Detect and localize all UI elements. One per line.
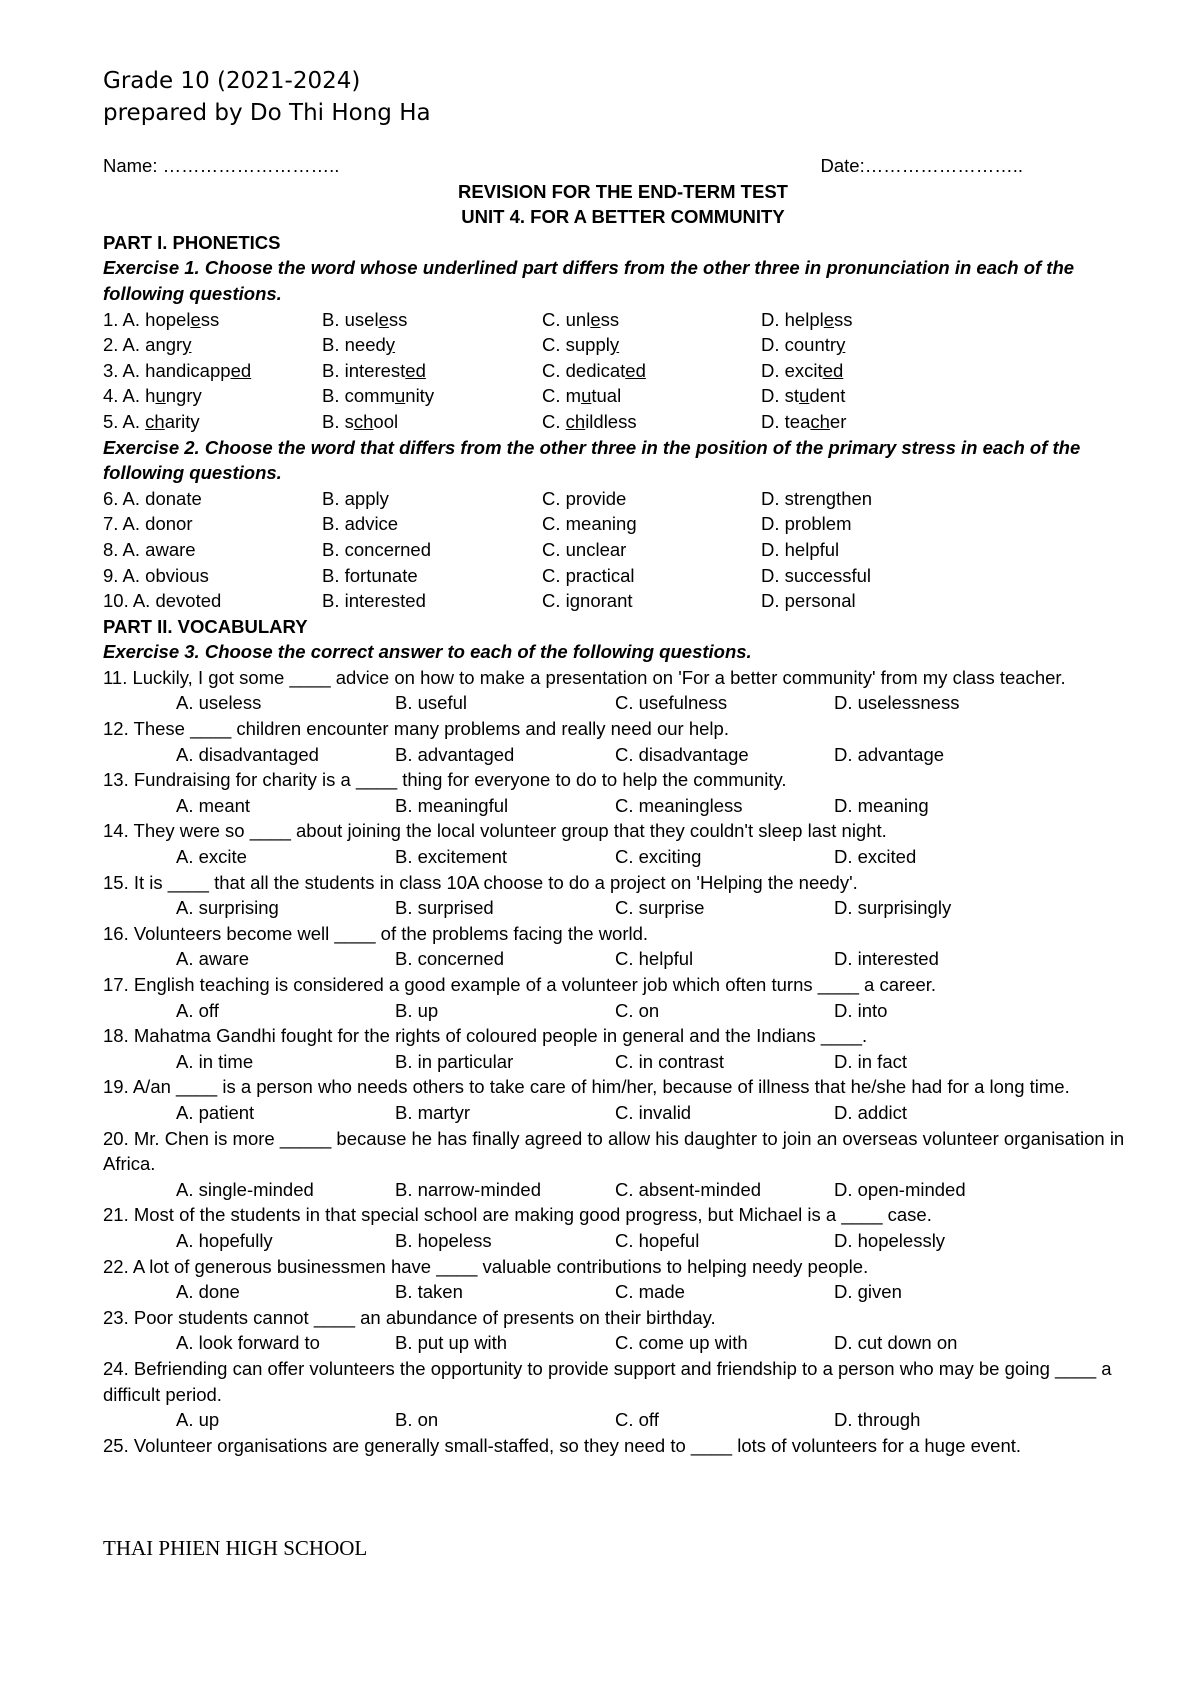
options-row bbox=[103, 1407, 1143, 1433]
exercise3-list bbox=[103, 665, 1143, 1458]
answer-option[interactable]: B. advice bbox=[322, 513, 399, 535]
answer-option[interactable] bbox=[761, 307, 853, 333]
underlined-part: e bbox=[190, 308, 201, 330]
question-text: 11. Luckily, I got some ____ advice on how to make a presentation on 'For a better community' from my class teacher. bbox=[103, 666, 1066, 688]
answer-option[interactable]: A. excite bbox=[176, 846, 247, 868]
answer-option[interactable] bbox=[542, 383, 621, 409]
answer-option[interactable]: C. meaning bbox=[542, 513, 637, 535]
options-row bbox=[103, 1049, 1143, 1075]
question-text: 23. Poor students cannot ____ an abundance of presents on their birthday. bbox=[103, 1306, 716, 1328]
answer-option[interactable] bbox=[322, 332, 395, 358]
answer-option[interactable] bbox=[103, 307, 219, 333]
answer-option[interactable]: C. hopeful bbox=[615, 1229, 700, 1251]
worksheet-body bbox=[103, 153, 1143, 1458]
answer-option[interactable]: A. patient bbox=[176, 1101, 255, 1123]
underlined-part: e bbox=[823, 308, 835, 330]
answer-option[interactable]: D. strengthen bbox=[761, 487, 873, 509]
answer-option[interactable]: A. disadvantaged bbox=[176, 743, 319, 765]
underlined-part: y bbox=[836, 334, 846, 356]
question-text: 14. They were so ____ about joining the local volunteer group that they couldn't sleep last night. bbox=[103, 820, 887, 842]
underlined-part: e bbox=[590, 308, 601, 330]
answer-option[interactable]: B. advantaged bbox=[395, 743, 515, 765]
answer-option[interactable] bbox=[103, 358, 251, 384]
answer-option[interactable]: D. helpful bbox=[761, 538, 840, 560]
option-text: ss bbox=[834, 308, 853, 330]
underlined-part: e bbox=[378, 308, 389, 330]
answer-option[interactable] bbox=[761, 383, 845, 409]
option-text: C. unl bbox=[542, 308, 591, 330]
answer-option[interactable]: B. useful bbox=[395, 692, 467, 714]
date-field[interactable]: Date:…………………….. bbox=[820, 155, 1023, 176]
options-row bbox=[103, 946, 1143, 972]
answer-option[interactable]: C. usefulness bbox=[615, 692, 728, 714]
exercise1-list bbox=[103, 307, 1143, 435]
option-text: er bbox=[829, 410, 847, 432]
answer-option[interactable]: D. addict bbox=[834, 1101, 908, 1123]
answer-option[interactable]: B. on bbox=[395, 1409, 439, 1431]
answer-option[interactable]: B. in particular bbox=[395, 1050, 514, 1072]
underlined-part: u bbox=[581, 385, 592, 407]
answer-option[interactable] bbox=[103, 332, 191, 358]
options-row bbox=[103, 998, 1143, 1024]
underlined-part: ed bbox=[230, 359, 252, 381]
answer-option[interactable]: C. on bbox=[615, 999, 660, 1021]
answer-option[interactable]: A. hopefully bbox=[176, 1229, 273, 1251]
answer-option[interactable]: 9. A. obvious bbox=[103, 564, 209, 586]
answer-option[interactable]: B. narrow-minded bbox=[395, 1178, 542, 1200]
answer-option[interactable] bbox=[761, 409, 846, 435]
answer-option[interactable]: A. single-minded bbox=[176, 1178, 314, 1200]
underlined-part: u bbox=[155, 385, 166, 407]
answer-option[interactable]: D. interested bbox=[834, 948, 939, 970]
answer-option[interactable]: A. done bbox=[176, 1281, 240, 1303]
underlined-part: ch bbox=[810, 410, 830, 432]
answer-option[interactable]: B. meaningful bbox=[395, 794, 509, 816]
answer-option[interactable]: 10. A. devoted bbox=[103, 590, 222, 612]
name-date-row bbox=[103, 153, 1143, 179]
question-text: 22. A lot of generous businessmen have ____ valuable contributions to helping needy people. bbox=[103, 1255, 869, 1277]
question-row bbox=[103, 486, 1143, 512]
subtitle: UNIT 4. FOR A BETTER COMMUNITY bbox=[461, 206, 785, 228]
underlined-part: ed bbox=[625, 359, 646, 381]
answer-option[interactable]: C. off bbox=[615, 1409, 659, 1431]
question-text: 20. Mr. Chen is more _____ because he has finally agreed to allow his daughter to join an overseas volunteer organisation in Africa. bbox=[103, 1127, 1125, 1175]
option-text: 5. A. bbox=[103, 410, 146, 432]
option-text: dent bbox=[809, 385, 846, 407]
option-text: C. suppl bbox=[542, 334, 610, 356]
title: REVISION FOR THE END-TERM TEST bbox=[458, 180, 788, 202]
answer-option[interactable]: B. taken bbox=[395, 1281, 463, 1303]
question-text: 16. Volunteers become well ____ of the problems facing the world. bbox=[103, 922, 649, 944]
part1-heading: PART I. PHONETICS bbox=[103, 231, 281, 253]
answer-option[interactable]: C. helpful bbox=[615, 948, 694, 970]
options-row bbox=[103, 793, 1143, 819]
answer-option[interactable]: C. unclear bbox=[542, 538, 627, 560]
answer-option[interactable]: B. concerned bbox=[322, 538, 432, 560]
options-row bbox=[103, 742, 1143, 768]
answer-option[interactable] bbox=[542, 307, 619, 333]
option-text: ss bbox=[200, 308, 220, 330]
answer-option[interactable]: B. excitement bbox=[395, 846, 508, 868]
exercise2-list bbox=[103, 486, 1143, 614]
answer-option[interactable]: D. in fact bbox=[834, 1050, 907, 1072]
answer-option[interactable]: C. in contrast bbox=[615, 1050, 724, 1072]
answer-option[interactable]: D. advantage bbox=[834, 743, 945, 765]
answer-option[interactable]: C. come up with bbox=[615, 1332, 748, 1354]
option-text: ss bbox=[600, 308, 620, 330]
answer-option[interactable]: D. excited bbox=[834, 846, 917, 868]
option-text: D. excit bbox=[761, 359, 823, 381]
options-row bbox=[103, 895, 1143, 921]
option-text: ildless bbox=[585, 410, 637, 432]
underlined-part: ed bbox=[822, 359, 844, 381]
option-text: tual bbox=[591, 385, 622, 407]
question-row bbox=[103, 409, 1143, 435]
answer-option[interactable]: A. in time bbox=[176, 1050, 254, 1072]
question-row bbox=[103, 383, 1143, 409]
exercise2-instruction: Exercise 2. Choose the word that differs from the other three in the position of the primary stress in each of the following questions. bbox=[103, 436, 1081, 484]
option-text: B. comm bbox=[322, 385, 395, 407]
answer-option[interactable]: 7. A. donor bbox=[103, 513, 193, 535]
answer-option[interactable]: D. given bbox=[834, 1281, 902, 1303]
option-text: 4. A. h bbox=[103, 385, 156, 407]
option-text: C. dedicat bbox=[542, 359, 626, 381]
option-text: C. m bbox=[542, 385, 582, 407]
option-text: D. countr bbox=[761, 334, 837, 356]
exercise3-instruction: Exercise 3. Choose the correct answer to each of the following questions. bbox=[103, 641, 752, 663]
option-text: 2. A. angr bbox=[103, 334, 183, 356]
answer-option[interactable]: A. surprising bbox=[176, 897, 279, 919]
answer-option[interactable] bbox=[322, 358, 426, 384]
answer-option[interactable]: C. absent-minded bbox=[615, 1178, 762, 1200]
answer-option[interactable]: C. ignorant bbox=[542, 590, 633, 612]
underlined-part: y bbox=[182, 334, 192, 356]
answer-option[interactable]: D. surprisingly bbox=[834, 897, 952, 919]
underlined-part: y bbox=[385, 334, 396, 356]
option-text: D. helpl bbox=[761, 308, 824, 330]
answer-option[interactable]: C. disadvantage bbox=[615, 743, 749, 765]
answer-option[interactable]: A. up bbox=[176, 1409, 220, 1431]
option-text: ss bbox=[388, 308, 408, 330]
answer-option[interactable]: A. aware bbox=[176, 948, 250, 970]
answer-option[interactable]: 8. A. aware bbox=[103, 538, 196, 560]
underlined-part: ch bbox=[353, 410, 374, 432]
answer-option[interactable] bbox=[103, 409, 200, 435]
answer-option[interactable]: B. concerned bbox=[395, 948, 505, 970]
answer-option[interactable]: C. practical bbox=[542, 564, 635, 586]
answer-option[interactable] bbox=[761, 332, 845, 358]
options-row bbox=[103, 1228, 1143, 1254]
name-field[interactable]: Name: ……………………….. bbox=[103, 155, 340, 176]
answer-option[interactable] bbox=[103, 383, 202, 409]
question-text: 12. These ____ children encounter many problems and really need our help. bbox=[103, 718, 729, 740]
answer-option[interactable] bbox=[542, 409, 637, 435]
option-text: arity bbox=[164, 410, 200, 432]
answer-option[interactable]: 6. A. donate bbox=[103, 487, 202, 509]
exercise1-instruction: Exercise 1. Choose the word whose underlined part differs from the other three in pronunciation in each of the following questions. bbox=[103, 257, 1075, 304]
question-text: 18. Mahatma Gandhi fought for the rights of coloured people in general and the Indians ____. bbox=[103, 1025, 868, 1047]
answer-option[interactable]: B. hopeless bbox=[395, 1229, 492, 1251]
school-name: THAI PHIEN HIGH SCHOOL bbox=[103, 1536, 368, 1560]
answer-option[interactable]: D. into bbox=[834, 999, 888, 1021]
options-row bbox=[103, 690, 1143, 716]
question-text: 25. Volunteer organisations are generally small-staffed, so they need to ____ lots of volunteers for a huge event. bbox=[103, 1434, 1022, 1456]
answer-option[interactable]: C. surprise bbox=[615, 897, 705, 919]
question-text: 17. English teaching is considered a good example of a volunteer job which often turns ____ a career. bbox=[103, 974, 937, 995]
option-text: B. usel bbox=[322, 308, 379, 330]
question-row bbox=[103, 537, 1143, 563]
answer-option[interactable]: B. fortunate bbox=[322, 564, 418, 586]
underlined-part: u bbox=[394, 385, 406, 407]
underlined-part: ch bbox=[145, 410, 165, 432]
answer-option[interactable] bbox=[322, 409, 398, 435]
option-text: C. bbox=[542, 410, 566, 432]
question-text: 24. Befriending can offer volunteers the opportunity to provide support and friendship to a person who may be going ____ a difficult period. bbox=[103, 1357, 1112, 1405]
question-row bbox=[103, 307, 1143, 333]
answer-option[interactable]: B. interested bbox=[322, 590, 426, 612]
answer-option[interactable]: A. useless bbox=[176, 692, 262, 714]
answer-option[interactable]: D. through bbox=[834, 1409, 921, 1431]
answer-option[interactable]: D. personal bbox=[761, 590, 856, 612]
answer-option[interactable]: D. successful bbox=[761, 564, 872, 586]
options-row bbox=[103, 1279, 1143, 1305]
answer-option[interactable]: A. off bbox=[176, 999, 219, 1021]
prepared-by: prepared by Do Thi Hong Ha bbox=[103, 100, 431, 126]
answer-option[interactable]: B. up bbox=[395, 999, 439, 1021]
answer-option[interactable] bbox=[322, 307, 407, 333]
option-text: 3. A. handicapp bbox=[103, 359, 231, 381]
answer-option[interactable]: C. meaningless bbox=[615, 794, 743, 816]
option-text: B. need bbox=[322, 334, 386, 356]
question-row bbox=[103, 588, 1143, 614]
question-row bbox=[103, 511, 1143, 537]
option-text: B. s bbox=[322, 410, 354, 432]
answer-option[interactable]: C. provide bbox=[542, 487, 627, 509]
option-text: D. st bbox=[761, 385, 800, 407]
answer-option[interactable] bbox=[542, 358, 646, 384]
option-text: nity bbox=[405, 385, 435, 407]
options-row bbox=[103, 844, 1143, 870]
options-row bbox=[103, 1177, 1143, 1203]
option-text: B. interest bbox=[322, 359, 406, 381]
option-text: ngry bbox=[165, 385, 202, 407]
question-row bbox=[103, 563, 1143, 589]
question-text: 21. Most of the students in that special school are making good progress, but Michael is a ____ case. bbox=[103, 1204, 932, 1226]
answer-option[interactable]: A. meant bbox=[176, 794, 251, 816]
answer-option[interactable]: D. meaning bbox=[834, 794, 929, 816]
answer-option[interactable] bbox=[322, 383, 434, 409]
question-row bbox=[103, 332, 1143, 358]
answer-option[interactable]: C. exciting bbox=[615, 846, 702, 868]
option-text: 1. A. hopel bbox=[103, 308, 191, 330]
option-text: ool bbox=[373, 410, 399, 432]
answer-option[interactable]: B. surprised bbox=[395, 897, 494, 919]
underlined-part: ch bbox=[565, 410, 586, 432]
option-text: D. tea bbox=[761, 410, 811, 432]
answer-option[interactable]: D. uselessness bbox=[834, 692, 960, 714]
underlined-part: u bbox=[799, 385, 810, 407]
options-row bbox=[103, 1330, 1143, 1356]
underlined-part: ed bbox=[405, 359, 426, 381]
answer-option[interactable]: B. martyr bbox=[395, 1101, 471, 1123]
question-text: 19. A/an ____ is a person who needs others to take care of him/her, because of illness that he/she had for a long time. bbox=[103, 1076, 1070, 1098]
answer-option[interactable]: D. open-minded bbox=[834, 1178, 966, 1200]
answer-option[interactable]: C. made bbox=[615, 1281, 685, 1303]
answer-option[interactable]: D. cut down on bbox=[834, 1332, 958, 1354]
answer-option[interactable]: D. hopelessly bbox=[834, 1229, 946, 1251]
answer-option[interactable] bbox=[542, 332, 619, 358]
answer-option[interactable]: A. look forward to bbox=[176, 1332, 320, 1354]
options-row bbox=[103, 1100, 1143, 1126]
answer-option[interactable]: C. invalid bbox=[615, 1101, 692, 1123]
answer-option[interactable]: B. put up with bbox=[395, 1332, 508, 1354]
part2-heading: PART II. VOCABULARY bbox=[103, 615, 308, 637]
answer-option[interactable]: B. apply bbox=[322, 487, 389, 509]
question-row bbox=[103, 358, 1143, 384]
answer-option[interactable]: D. problem bbox=[761, 513, 852, 535]
answer-option[interactable] bbox=[761, 358, 843, 384]
question-text: 13. Fundraising for charity is a ____ thing for everyone to do to help the community. bbox=[103, 769, 787, 791]
grade-header: Grade 10 (2021-2024) bbox=[103, 68, 361, 94]
underlined-part: y bbox=[609, 334, 620, 356]
question-text: 15. It is ____ that all the students in class 10A choose to do a project on 'Helping the needy'. bbox=[103, 871, 858, 893]
